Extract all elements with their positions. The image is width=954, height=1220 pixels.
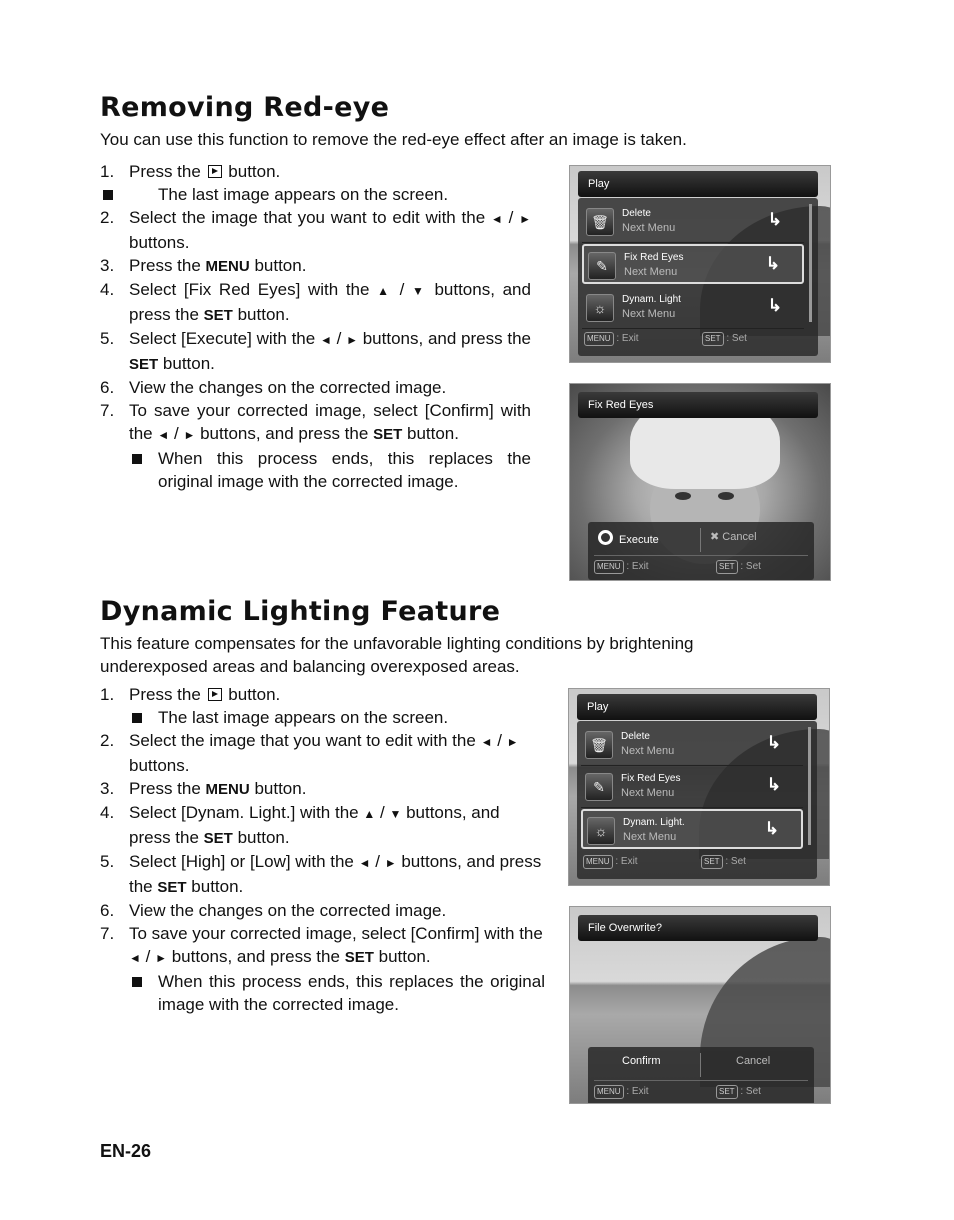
screen-footer bbox=[594, 560, 761, 574]
eye bbox=[675, 492, 691, 500]
set-button-label: SET bbox=[716, 1085, 738, 1099]
option-cancel[interactable]: Cancel bbox=[736, 1055, 771, 1067]
set-label: : Set bbox=[740, 1086, 761, 1097]
step: 4. Select [Fix Red Eyes] with the ▲ / ▼ buttons, and press the SET button. bbox=[100, 280, 531, 324]
section-title-red-eye: Removing Red-eye bbox=[100, 92, 390, 123]
step: 7. To save your corrected image, select [Confirm] with the ◄ / ► buttons, and press the SET button. bbox=[100, 401, 531, 443]
step-note: When this process ends, this replaces the original image with the corrected image. bbox=[100, 447, 531, 493]
close-icon: ✖ bbox=[710, 531, 720, 543]
option-cancel[interactable]: ✖ Cancel bbox=[710, 531, 757, 543]
exit-label: : Exit bbox=[626, 1086, 649, 1097]
option-execute[interactable]: Execute bbox=[598, 530, 659, 546]
menu-item-label: Dynam. Light. bbox=[623, 817, 685, 828]
set-label: : Set bbox=[726, 333, 747, 344]
steps-dynamic-lighting bbox=[100, 683, 545, 1016]
bullet-square-icon bbox=[103, 190, 113, 200]
set-button-label: SET bbox=[716, 560, 738, 574]
screen-header: Play bbox=[578, 171, 818, 197]
screen-footer bbox=[583, 855, 811, 873]
menu-item-dynam-light[interactable] bbox=[581, 809, 803, 849]
exit-label: : Exit bbox=[615, 856, 638, 867]
step: 3. Press the MENU button. bbox=[100, 779, 307, 798]
menu-item-label: Fix Red Eyes bbox=[624, 252, 684, 263]
arrow-right-icon: ↳ bbox=[765, 254, 780, 273]
menu-item-delete[interactable] bbox=[581, 725, 803, 766]
steps-red-eye bbox=[100, 160, 531, 493]
divider bbox=[594, 1080, 808, 1081]
menu-item-dynam-light[interactable] bbox=[582, 288, 804, 329]
menu-item-label: Dynam. Light bbox=[622, 294, 681, 305]
arrow-right-icon: ↳ bbox=[764, 819, 779, 838]
camera-screen-file-overwrite bbox=[569, 906, 831, 1104]
menu-button-label: MENU bbox=[594, 560, 624, 574]
sun-icon: ☼ bbox=[587, 817, 615, 845]
radio-selected-icon bbox=[598, 530, 613, 545]
exit-label: : Exit bbox=[616, 333, 639, 344]
screen-header: Fix Red Eyes bbox=[578, 392, 818, 418]
step: 7. To save your corrected image, select [Confirm] with the ◄ / ► buttons, and press the SET button. bbox=[100, 924, 543, 966]
page-number: EN-26 bbox=[100, 1141, 152, 1161]
menu-panel bbox=[577, 721, 817, 879]
confirm-dialog bbox=[588, 1047, 814, 1104]
step: 1. Press the button. bbox=[100, 685, 281, 704]
trash-icon: 🗑 bbox=[586, 208, 614, 236]
menu-button-label: MENU bbox=[583, 855, 613, 869]
exit-label: : Exit bbox=[626, 561, 649, 572]
menu-button-label: MENU bbox=[594, 1085, 624, 1099]
arrow-right-icon: ↳ bbox=[767, 210, 782, 229]
menu-item-fix-red-eyes[interactable] bbox=[582, 244, 804, 284]
menu-item-sub: Next Menu bbox=[623, 831, 677, 843]
menu-item-sub: Next Menu bbox=[622, 222, 676, 234]
camera-screen-play-menu bbox=[569, 165, 831, 363]
step-note: When this process ends, this replaces the original image with the corrected image. bbox=[100, 970, 545, 1016]
set-button-label: SET bbox=[702, 332, 724, 346]
menu-item-label: Delete bbox=[621, 731, 650, 742]
step-note: The last image appears on the screen. bbox=[100, 183, 531, 206]
step: 5. Select [High] or [Low] with the ◄ / ► buttons, and press the SET button. bbox=[100, 852, 542, 896]
option-confirm[interactable]: Confirm bbox=[622, 1055, 661, 1067]
scrollbar[interactable] bbox=[808, 727, 811, 845]
menu-item-sub: Next Menu bbox=[624, 266, 678, 278]
set-label: : Set bbox=[740, 561, 761, 572]
screen-footer bbox=[584, 332, 812, 350]
set-label: : Set bbox=[725, 856, 746, 867]
screen-footer bbox=[594, 1085, 761, 1099]
step: 2. Select the image that you want to edit with the ◄ / ► buttons. bbox=[100, 208, 531, 252]
menu-item-sub: Next Menu bbox=[621, 745, 675, 757]
screen-header: File Overwrite? bbox=[578, 915, 818, 941]
menu-panel bbox=[578, 198, 818, 356]
step: 6. View the changes on the corrected image. bbox=[100, 901, 447, 920]
menu-item-delete[interactable] bbox=[582, 202, 804, 243]
menu-item-label: Fix Red Eyes bbox=[621, 773, 681, 784]
menu-item-label: Delete bbox=[622, 208, 651, 219]
section-intro-dynamic-lighting: This feature compensates for the unfavorable lighting conditions by brightening underexposed areas and balancing overexposed areas. bbox=[100, 634, 694, 676]
menu-item-sub: Next Menu bbox=[622, 308, 676, 320]
arrow-right-icon: ↳ bbox=[766, 775, 781, 794]
divider bbox=[700, 528, 701, 552]
arrow-right-icon: ↳ bbox=[767, 296, 782, 315]
divider bbox=[594, 555, 808, 556]
confirm-dialog bbox=[588, 522, 814, 580]
play-icon bbox=[208, 165, 222, 178]
divider bbox=[700, 1053, 701, 1077]
menu-item-sub: Next Menu bbox=[621, 787, 675, 799]
scrollbar[interactable] bbox=[809, 204, 812, 322]
camera-screen-fix-red-eyes bbox=[569, 383, 831, 581]
camera-screen-play-menu-2 bbox=[568, 688, 830, 886]
bullet-square-icon bbox=[132, 454, 142, 464]
step: 3. Press the MENU button. bbox=[100, 256, 307, 275]
step-note: The last image appears on the screen. bbox=[100, 706, 545, 729]
brush-icon: ✎ bbox=[585, 773, 613, 801]
step: 5. Select [Execute] with the ◄ / ► buttons, and press the SET button. bbox=[100, 329, 531, 373]
section-intro-red-eye: You can use this function to remove the red-eye effect after an image is taken. bbox=[100, 130, 687, 149]
step: 4. Select [Dynam. Light.] with the ▲ / ▼ buttons, and press the SET button. bbox=[100, 803, 500, 847]
screen-header: Play bbox=[577, 694, 817, 720]
bullet-square-icon bbox=[132, 977, 142, 987]
menu-item-fix-red-eyes[interactable] bbox=[581, 767, 803, 808]
brush-icon: ✎ bbox=[588, 252, 616, 280]
bullet-square-icon bbox=[132, 713, 142, 723]
step: 1. Press the button. bbox=[100, 162, 281, 181]
sun-icon: ☼ bbox=[586, 294, 614, 322]
arrow-right-icon: ↳ bbox=[766, 733, 781, 752]
menu-button-label: MENU bbox=[584, 332, 614, 346]
step: 6. View the changes on the corrected image. bbox=[100, 378, 447, 397]
set-button-label: SET bbox=[701, 855, 723, 869]
step: 2. Select the image that you want to edit with the ◄ / ► buttons. bbox=[100, 731, 519, 775]
play-icon bbox=[208, 688, 222, 701]
section-title-dynamic-lighting: Dynamic Lighting Feature bbox=[100, 596, 501, 627]
trash-icon: 🗑 bbox=[585, 731, 613, 759]
eye bbox=[718, 492, 734, 500]
